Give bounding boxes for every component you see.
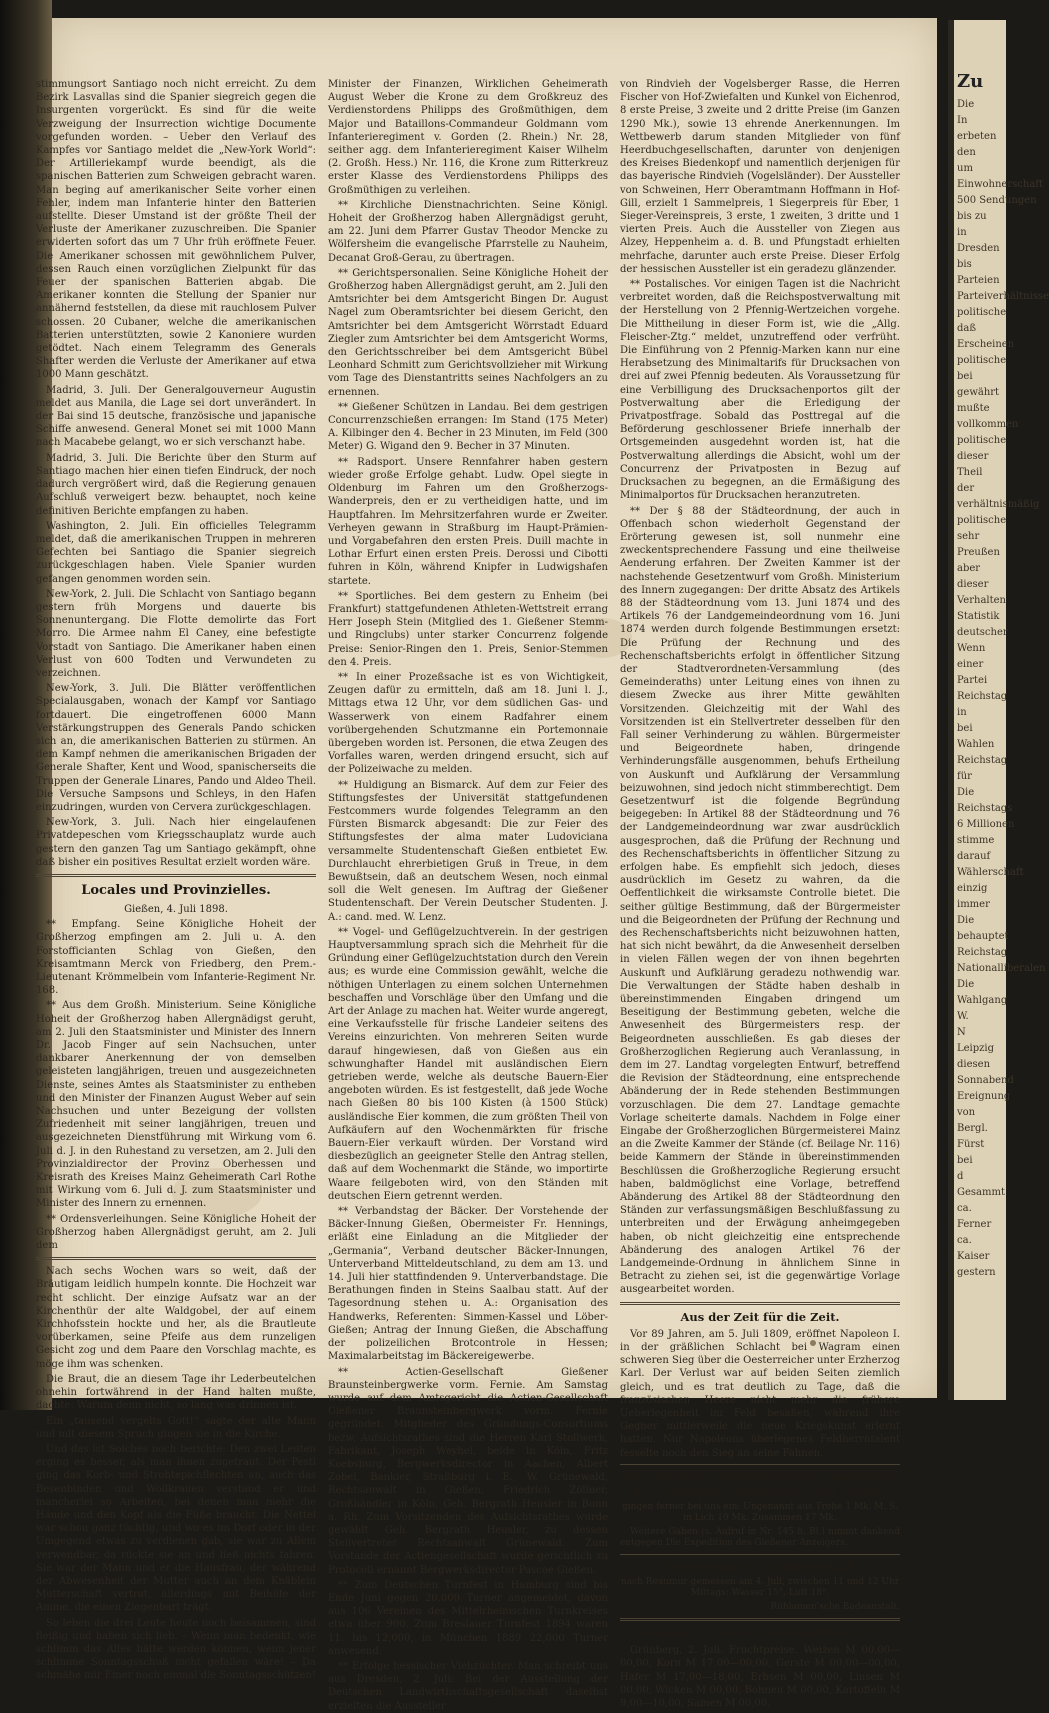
feuilleton-text: Und das ist Solches noch berichte: Den zwei Leuten erging es besser, als man ihnen zugetraut. Der Pestl ging das Korb- und Strohtepichflechten an, auch das Besenbinden und Wollkrauen verstand er und mancherlei so Arbeiten, bei denen man mehr die Hände und den Kopf als die Füße braucht. Die Nettel war schon ganz tüchtig, und wo es im Dorf oder in der Umgegend etwas zu verdienen gab, sie war zu Allem verwendbar, da rückte sie an und ließ nichts fahren. Sie war der Mann und er die Hausfrau, der während der Abwesenheit der Mutter auch an dem Knäblein Mutterschaft vertrat, allerdings mit Beihilfe der Amme, die einen Ziegenbart trägt.	[36, 1443, 316, 1614]
fragment-text: Sonnabend	[957, 1075, 1014, 1086]
fragment-text: bei	[957, 371, 973, 382]
article-text: ** Sportliches. Bei dem gestern zu Enheim (bei Frankfurt) stattgefundenen Athleten-Wettstreit errang Herr Joseph Stein (Mitglied des 1. Gießener Stemm- und Ringclubs) unter starker Concurrenz folgende Preise: Senior-Ringen den 1. Preis, Senior-Stemmen den 4. Preis.	[328, 590, 608, 668]
notice-text: nach Reaumur gemessen am 4. Juli, zwischen 11 und 12 Uhr Mittags: Wasser 15°, Luft 18°.	[620, 1576, 900, 1599]
fragment-text: ca.	[957, 1203, 972, 1214]
fragment-text: politische	[957, 307, 1007, 318]
article-text: ** Aus dem Großh. Ministerium. Seine Königliche Hoheit der Großherzog haben Allergnädigst geruht, am 2. Juli den Staatsminister und Minister des Innern Dr. Jacob Finger auf sein Nachsuchen, unter dankbarer Anerkennung der von demselben geleisteten langjährigen, treuen und ausgezeichneten Dienste, seines Amtes als Staatsminister zu entheben und den Minister der Finanzen August Weber auf sein Nachsuchen und unter Bezeigung der vollsten Zufriedenheit mit seiner langjährigen, treuen und ausgezeichneten Dienstführung mit Wirkung vom 6. Juli d. J. in den Ruhestand zu versetzen, am 2. Juli den Provinzialdirector der Provinz Oberhessen und Kreisrath des Kreises Mainz Geheimerath Carl Rothe mit Wirkung vom 6. Juli d. J. zum Staatsminister und Minister des Innern zu ernennen.	[36, 1000, 316, 1210]
fragment-text: aber	[957, 563, 981, 574]
fragment-text: Reichstag	[957, 691, 1008, 702]
fragment-text: von	[957, 1107, 976, 1118]
fragment-text: Reichstags	[957, 803, 1013, 814]
fragment-text: verhältnismäßig	[957, 499, 1040, 510]
fragment-text: politische	[957, 515, 1007, 526]
section-divider	[620, 1554, 900, 1555]
section-divider	[36, 1257, 316, 1260]
article-text: ** In einer Prozeßsache ist es von Wichtigkeit, Zeugen dafür zu ermitteln, daß am 18. Juni l. J., Mittags etwa 12 Uhr, vor dem südlichen Gas- und Wasserwerk von einem Radfahrer einem vorübergehenden Schutzmanne ein Portemonnaie übergeben worden ist. Personen, die etwa Zeugen des Vorfalles waren, werden dringend ersucht, sich auf der Polizeiwache zu melden.	[328, 671, 608, 776]
article-text: ** Ordensverleihungen. Seine Königliche Hoheit der Großherzog haben Allergnädigst geruht, am 2. Juli dem	[36, 1213, 316, 1252]
article-text: ** Vogel- und Geflügelzuchtverein. In der gestrigen Hauptversammlung sprach sich die Mehrheit für die Gründung einer Geflügelzuchtstation durch den Verein aus; es wurde eine Commission gewählt, welche die nöthigen Unterlagen zu einem solchen Unternehmen beschaffen und Vorschläge über den Umfang und die Art der Anlage zu machen hat. Weiter wurde angeregt, eine Verkaufsstelle für frische Landeier seitens des Vereins einzurichten. Von mehreren Seiten wurde darauf hingewiesen, daß von Gießen aus ein schwunghafter Handel mit ausländischen Eiern getrieben werde, welche als deutsche Bauern-Eier angeboten würden. Es ist festgestellt, daß jede Woche nach Gießen 80 bis 100 Kisten (à 1500 Stück) ausländische Eier kommen, die zum größten Theil von Aufkäufern auf den Wochenmärkten für frische Bauern-Eier verkauft würden. Der Vorstand wird diesbezüglich an geeigneter Stelle den Antrag stellen, daß auf dem Wochenmarkt die Stände, wo importirte Waare feilgeboten wird, von den Ständen mit deutschen Eiern getrennt werden.	[328, 926, 608, 1202]
notice-text: Rühlamen'sche Badeanstalt.	[770, 1601, 900, 1612]
fragment-text: mußte	[957, 403, 990, 414]
fragment-text: Gesammt	[957, 1187, 1005, 1198]
fragment-text: Dresden	[957, 243, 1000, 254]
feuilleton-text: So leben die drei Leute heute noch beisammen, sind fleißig und haben sich lieb. – Wenn man bedenkt, wie schlimm das Alles hätte werden können, wenn jener schlimme Sonntagsschuß nicht gefallen wäre! – Da schmähe mir Einer noch einmal die Sonntagsschützen!	[36, 1617, 316, 1682]
article-text: ** Verbandstag der Bäcker. Der Vorstehende der Bäcker-Innung Gießen, Obermeister Fr. Hennings, erläßt eine Einladung an die Mitglieder der „Germania“, Verband deutscher Bäcker-Innungen, Unterverband Mitteldeutschland, zu dem am 13. und 14. Juli hier stattfindenden 9. Unterverbandstage. Die Berathungen finden in Steins Saalbau statt. Auf der Tagesordnung stehen u. A.: Organisation des Handwerks, Referenten: Simmen-Kassel und Löber-Gießen; Antrag der Innung Gießen, die Abschaffung der polizeilichen Brotcontrole in Hessen; Maximalarbeitstag im Bäckereigewerbe.	[328, 1206, 608, 1363]
fragment-text: in	[957, 707, 967, 718]
column-3	[620, 78, 900, 1710]
article-text: ** Huldigung an Bismarck. Auf dem zur Feier des Stiftungsfestes der Universität stattgefundenen Festcommers wurde folgendes Telegramm an den Fürsten Bismarck abgesandt: Die zur Feier des Stiftungsfestes der alma mater Ludoviciana versammelte Studentenschaft Gießen entbietet Ew. Durchlaucht ehrerbietigen Gruß in Treue, in dem Bewußtsein, daß an deutschem Wesen, noch einmal soll die Welt genesen. Im Auftrag der Gießener Studentenschaft. Der Verein Deutscher Studenten. J. A.: cand. med. W. Lenz.	[328, 779, 608, 923]
section-divider	[36, 874, 316, 877]
fragment-text: um	[957, 163, 973, 174]
fragment-text: Parteien	[957, 275, 1000, 286]
fragment-text: gewährt	[957, 387, 1000, 398]
fragment-text: d	[957, 1171, 964, 1182]
fragment-text: Die	[957, 915, 975, 926]
notice-text: Weitere Gaben (s. Aufruf in Nr. 145 b. Bl.) nimmt dankend entgegen Die Expedition des Gießener Anzeigers.	[620, 1526, 900, 1549]
article-text: ** Gießener Schützen in Landau. Bei dem gestrigen Concurrenzschießen errangen: Im Stand (175 Meter) A. Kilbinger den 4. Becher in 23 Minuten, im Feld (300 Meter) G. Wigand den 9. Becher in 37 Minuten.	[328, 401, 608, 453]
section-divider	[620, 1464, 900, 1465]
fragment-text: Wahlen	[957, 739, 995, 750]
fragment-text: der	[957, 483, 975, 494]
fragment-text: bis	[957, 259, 972, 270]
fragment-text: Preußen	[957, 547, 1000, 558]
fragment-text: Kaiser	[957, 1251, 990, 1262]
notice-text: gingen ferner bei uns ein: Ungenannt aus Trohe 1 Mk. M. S. in Lich 10 Mk. Zusammen 17 Mk.	[622, 1501, 898, 1524]
fragment-text: einer	[957, 659, 984, 670]
fragment-text: Ferner	[957, 1219, 992, 1230]
section-heading: Verkehr, Land- und Volkswirthschaft.	[640, 1626, 880, 1641]
article-text: ** Postalisches. Vor einigen Tagen ist die Nachricht verbreitet worden, daß die Reichspostverwaltung mit der Herstellung von 2 Pfennig-Wertzeichen vorgehe. Die Mittheilung in dieser Form ist, wie die „Allg. Fleischer-Ztg.“ meldet, unzutreffend oder verfrüht. Die Einführung von 2 Pfennig-Marken kann nur eine Herabsetzung des Minimaltarifs für Drucksachen von drei auf zwei Pfennig bedeuten. Als Voraussetzung für eine Verbilligung des Drucksachenportos gilt der Postverwaltung aber die Erledigung der Privatpostfrage. Sobald das Posttregal auf die Beförderung geschlossener Briefe innerhalb der Ortsgemeinden ausgedehnt worden ist, hat die Postverwaltung allerdings die Absicht, wohl um der Concurrenz der Privatposten in Bezug auf Drucksachen zu begegnen, an die Ermäßigung des Minimalportos für Drucksachen heranzutreten.	[620, 279, 900, 502]
fragment-text: Zu	[957, 71, 984, 92]
fragment-text: Wenn	[957, 643, 986, 654]
section-divider	[620, 1618, 900, 1621]
fragment-text: Leipzig	[957, 1043, 995, 1054]
article-text: ** Zum Deutschen Turnfest in Hamburg sind bis Ende Juni gegen 20,000 Turner angemeldet, davon aus 106 Vereinen des Mittelrheinischen Turnkreises etwa über 900. Zum Breslauer Turnfest 1894 waren 11. bis 12,000, in München 1889 22,000 Turner anwesend.	[328, 1579, 608, 1657]
fragment-text: Bergl.	[957, 1123, 988, 1134]
fragment-text: politische	[957, 435, 1007, 446]
fragment-text: ca.	[957, 1235, 972, 1246]
fragment-text: daß	[957, 323, 977, 334]
article-text: von Rindvieh der Vogelsberger Rasse, die Herren Fischer von Hof-Zwiefalten und Kunkel von Eichenrod, 8 erste Preise, 3 zweite und 2 dritte Preise (im Ganzen 1290 Mk.), sowie 13 ehrende Anerkennungen. Im Wettbewerb darum standen Mitglieder von fünf Heerdbuchgesellschaften, darunter von denjenigen des Kreises Biedenkopf und namentlich derjenigen für das bayerische Rindvieh (Vogelsländer). Der Aussteller von Schweinen, Herr Oberamtmann Hoffmann in Hof-Gill, erzielt 1 Sammelpreis, 1 Siegerpreis für Eber, 1 Sieger-Vereinspreis, 3 erste, 1 zweiten, 3 dritte und 1 vierten Preis. Auch die Aussteller von Ziegen aus Alzey, Heppenheim a. d. B. und Pfungstadt erhielten mehrfache, darunter auch erste Preise. Dieser Erfolg der hessischen Aussteller ist ein geradezu glänzender.	[620, 79, 900, 275]
column-1	[36, 78, 316, 1682]
article-text: Madrid, 3. Juli. Die Berichte über den Sturm auf Santiago machen hier einen tiefen Eindruck, der noch dadurch vergrößert wird, daß die Regierung genauen Aufschluß verweigert bezw. behauptet, noch keine definitiven Berichte empfangen zu haben.	[36, 452, 316, 517]
fragment-text: gestern	[957, 1267, 996, 1278]
fragment-text: dieser	[957, 579, 989, 590]
fragment-text: den	[957, 147, 976, 158]
fragment-text: Parteiverhältnisse	[957, 291, 1049, 302]
feuilleton-text: Nach sechs Wochen wars so weit, daß der Bräutigam leidlich humpeln konnte. Die Hochzeit war recht schlicht. Der einzige Aufsatz war an der Kirchenthür der alte Waldgobel, der auf einem Kirchhofsstein hockte und her, als die Brautleute vorüberkamen, seine Pfeife aus dem runzeligen Gesicht zog und dem Paare den Vorschlag machte, es möge ihm was schenken.	[36, 1266, 316, 1370]
article-text: ** Erfolge hessischer Viehzüchter. Man schreibt uns aus Dresden, 2. Juli: Bei der Ausstellung der Deutschen Landwirthschaftsgesellschaft daselbst erzielten die Aussteller	[328, 1660, 608, 1712]
fragment-text: immer	[957, 899, 990, 910]
fragment-text: vollkommen	[957, 419, 1019, 430]
fragment-text: Wahlgang	[957, 995, 1008, 1006]
section-divider	[620, 1302, 900, 1305]
fragment-text: Einwohnerschaft	[957, 179, 1043, 190]
fragment-text: In	[957, 115, 968, 126]
adjacent-page-fragment	[948, 20, 1049, 1400]
section-heading: Locales und Provinzielles.	[81, 882, 271, 898]
fragment-text: Reichstag	[957, 947, 1008, 958]
fragment-text: Theil	[957, 467, 983, 478]
section-heading: Aus der Zeit für die Zeit.	[680, 1309, 840, 1324]
fragment-text: W.	[957, 1011, 969, 1022]
fragment-text: Statistik	[957, 611, 1000, 622]
fragment-text: für	[957, 771, 972, 782]
fragment-text: darauf	[957, 851, 991, 862]
fragment-text: Erscheinen	[957, 339, 1015, 350]
fragment-text: diesen	[957, 1059, 991, 1070]
fragment-text: 500 Sendungen	[957, 195, 1037, 206]
fragment-text: Wählerschaft	[957, 867, 1024, 878]
article-text: ** Empfang. Seine Königliche Hoheit der Großherzog empfingen am 2. Juli u. A. den Forstofficianten Schlag von Gießen, den Kreisamtmann Merck von Friedberg, den Prem.-Lieutenant Krömmelbein vom Infanterie-Regiment Nr. 168.	[36, 919, 316, 997]
fragment-text: Nationalliberalen	[957, 963, 1046, 974]
fragment-text: Partei	[957, 675, 988, 686]
fragment-text: Reichstag	[957, 755, 1008, 766]
article-text: ** Actien-Gesellschaft Gießener Braunsteinbergwerke vorm. Fernie. Am Samstag wurde auf dem Amtsgericht die Actien-Gesellschaft Gießener Braunsteinbergwerk vorm. Fernie gegründet. Mitglieder des Gründungs-Consortiums bezw. Aufsichtsrathes sind die Herren Karl Stollwerk, Fabrikant, Joseph Weyhel, beide in Köln, Fritz Koebsburg, Bergwerksdirector in Aachen, Albert Zobel, Bankier, Straßburg i. E., W. Grünewald, Rechtsanwalt in Gießen, Friedrich Zöllner, Großhändler in Köln, Geh. Bergrath Heusler in Bonn a. Rh. Zum Vorsitzenden des Aufsichtsrathes wurde gewählt Geh. Bergrath Heusler, zu dessen Stellvertreter Rechtsanwalt Grünewald. Zum Vorstande der Actiengesellschaft wurde gerichtlich zu Protocoll ernannt Bergwerksdirector Pascoe Gießen.	[328, 1366, 608, 1576]
fragment-text: erbeten	[957, 131, 997, 142]
feuilleton-text: Die Braut, die an diesem Tage ihr Lederbeutelchen ohnehin fortwährend in der Hand halten mußte, dachte: Warum denn nicht, so lang was drinnen ist.	[36, 1373, 316, 1412]
fragment-text: politische	[957, 355, 1007, 366]
article-text: Minister der Finanzen, Wirklichen Geheimerath August Weber die Krone zu dem Großkreuz des Verdienstordens Philipps des Großmüthigen, dem Major und Bataillons-Commandeur Goldmann vom Infanterieregiment v. Gorden (2. Rhein.) Nr. 28, seither agg. dem Infanterieregiment Kaiser Wilhelm (2. Großh. Hess.) Nr. 116, die Krone zum Ritterkreuz erster Klasse des Verdienstordens Philipps des Großmüthigen zu verleihen.	[328, 79, 608, 196]
fragment-text: sehr	[957, 531, 980, 542]
fragment-text: N	[957, 1027, 966, 1038]
column-2	[328, 78, 608, 1712]
article-text: Madrid, 3. Juli. Der Generalgouverneur Augustin meldet aus Manila, die Lage sei dort unverändert. In der Bai sind 15 deutsche, französische und japanische Schiffe anwesend. General Monet sei mit 1000 Mann nach Macabebe gelangt, wo er sich verschanzt habe.	[36, 384, 316, 449]
dateline: Gießen, 4. Juli 1898.	[124, 903, 228, 915]
article-text: Washington, 2. Juli. Ein officielles Telegramm meldet, daß die amerikanischen Truppen in mehreren Gefechten bei Santiago die Spanier siegreich zurückgeschlagen haben. Viele Spanier wurden gefangen genommen worden sein.	[36, 520, 316, 585]
article-text: ** Radsport. Unsere Rennfahrer haben gestern wieder große Erfolge gehabt. Ludw. Opel siegte in Oldenburg im Fahren um den Großherzogs-Wanderpreis, den er zu vertheidigen hatte, und im Hauptfahren. Im Mehrsitzerfahren wurde er Zweiter. Verheyen gewann in Straßburg im Haupt-Prämien- und Vorgabefahren den ersten Preis. Duill machte in Lothar Erfurt einen ersten Preis. Derossi und Cibotti fuhren in Köln, während Knipfer in Ludwigshafen startete.	[328, 456, 608, 587]
fragment-text: bis zu	[957, 211, 987, 222]
article-text: New-York, 2. Juli. Die Schlacht von Santiago begann gestern früh Morgens und dauerte bis Sonnenuntergang. Die Flotte demolirte das Fort Morro. Die Armee nahm El Caney, eine befestigte Vorstadt von Santiago. Die Amerikaner haben einen Verlust von 600 Todten und Verwundeten zu verzeichnen.	[36, 588, 316, 679]
article-text: ** Kirchliche Dienstnachrichten. Seine Königl. Hoheit der Großherzog haben Allergnädigst geruht, am 22. Juni dem Pfarrer Gustav Theodor Mencke zu Wölfersheim die evangelische Pfarrstelle zu Nauheim, Decanat Groß-Gerau, zu übertragen.	[328, 199, 608, 264]
fragment-text: bei	[957, 1155, 973, 1166]
article-text: Vor 89 Jahren, am 5. Juli 1809, eröffnet Napoleon I. in der gräßlichen Schlacht bei Wagram einen schweren Sieg über die Oesterreicher unter Erzherzog Karl. Der Verlust war auf beiden Seiten ziemlich gleich, und es trat deutlich zu Tage, daß die französischen Heere nicht mehr die frühere Ueberlegenheit im Feld besaßen, während ihre Gegner mittlerweile die neue Kriegskunst erlernt hatten. Nur Napoleons überlegenes Feldherrntalent fesselte noch den Sieg an seine Fahnen.	[620, 1328, 900, 1459]
fragment-text: stimme	[957, 835, 995, 846]
article-text: ** Der § 88 der Städteordnung, der auch in Offenbach schon wiederholt Gegenstand der Erörterung gewesen ist, soll nunmehr eine zweckentsprechendere Fassung und eine theilweise Aenderung erfahren. Der Zweiten Kammer ist der nachstehende Gesetzentwurf vom Großh. Ministerium des Innern zugegangen: Der dritte Absatz des Artikels 88 der Städteordnung vom 13. Juni 1874 und des Artikels 76 der Landgemeindeordnung vom 16. Juni 1874 werden durch folgende Bestimmungen ersetzt: Die Prüfung der Rechnung und des Rechenschaftsberichts erfolgt in öffentlicher Sitzung der Stadtverordneten-Versammlung (des Gemeinderaths) unter Leitung eines von ihnen zu diesem Zwecke aus ihrer Mitte gewählten Vorsitzenden. Gleichzeitig mit der Wahl des Vorsitzenden ist ein Stellvertreter desselben für den Fall seiner Verhinderung zu wählen. Bürgermeister und Beigeordnete haben, dringende Verhinderungsfälle ausgenommen, behufs Ertheilung von Auskunft und Aufklärung der Versammlung beizuwohnen, sind jedoch nicht stimmberechtigt. Dem Gesetzentwurf ist die folgende Begründung beigegeben: In Artikel 88 der Städteordnung und 76 der Landgemeindeordnung war zwar ausdrücklich ausgesprochen, daß die Prüfung der Rechnung und des Rechenschaftsberichts in öffentlicher Sitzung zu erfolgen habe. Es empfiehlt sich jedoch, dieses ausdrücklich im Gesetz zu wahren, da die Oeffentlichkeit die wirksamste Controlle bietet. Die seither gültige Bestimmung, daß der Bürgermeister und die Beigeordneten der Prüfung der Rechnung und des Rechenschaftsberichts nicht beizuwohnen hatten, hat sich nicht bewährt, da die Anwesenheit derselben in vielen Fällen wegen der von ihnen begehrten Auskunft und Aufklärung geradezu nothwendig war. Die Verwaltungen der Städte haben deshalb in übereinstimmenden Eingaben dringend um Beseitigung der Bestimmung gebeten, welche die Anwesenheit des Bürgermeisters resp. der Beigeordneten ausschließen. Es gab dieses der Großherzoglichen Regierung auch Veranlassung, in dem im 27. Landtag vorgelegten Entwurf, betreffend die Revision der Städteordnung, eine entsprechende Abänderung der in Rede stehenden Bestimmungen vorzuschlagen. Die dem 27. Landtage gemachte Vorlage scheiterte damals. Nachdem in Folge einer Eingabe der Großherzoglichen Bürgermeisterei Mainz an die Zweite Kammer der Stände (cf. Beilage Nr. 116) beide Kammern der Stände in übereinstimmenden Beschlüssen die Großherzogliche Regierung ersucht haben, baldmöglichst eine Vorlage, betreffend Abänderung des Artikel 88 der Städteordnung den Ständen zur verfassungsmäßigen Beschlußfassung zu unterbreiten und der Erwägung anheimgegeben haben, ob nicht gleichzeitig eine entsprechende Abänderung des analogen Artikel 76 der Landgemeinde-Ordnung in ähnlichem Sinne in Betracht zu ziehen sei, ist die gegenwärtige Vorlage ausgearbeitet worden.	[620, 505, 900, 1296]
fragment-text: Fürst	[957, 1139, 985, 1150]
fragment-text: dieser	[957, 451, 989, 462]
fragment-text: Die	[957, 979, 975, 990]
fragment-text: behauptet	[957, 931, 1009, 942]
fragment-text: bei	[957, 723, 973, 734]
notice-heading: Für die durch Wolkenbruch Geschädigten des südlichen Odenwaldes (bei Erbach)	[625, 1468, 895, 1498]
article-text: New-York, 3. Juli. Nach hier eingelaufenen Privatdepeschen vom Kriegsschauplatz wurde auch gestern den ganzen Tag um Santiago gekämpft, ohne daß bisher ein positives Resultat erzielt worden wäre.	[36, 817, 316, 868]
fragment-text: in	[957, 227, 967, 238]
article-text: stimmungsort Santiago noch nicht erreicht. Zu dem Bezirk Lasvallas sind die Spanier siegreich gegen die Insurgenten vorgerückt. Es sind für die weite Verzweigung der Insurrection wichtige Documente vorgefunden worden. – Ueber den Verlauf des Kampfes vor Santiago meldet die „New-York World“: Der Artilleriekampf wurde beendigt, als die spanischen Batterien zum Schweigen gebracht waren. Man beging auf amerikanischer Seite vorher einen Fehler, indem man Infanterie hinter den Batterien aufstellte. Dieser Umstand ist der größte Theil der Verluste der Amerikaner zuzuschreiben. Die Spanier erwiderten sofort das um 7 Uhr früh eröffnete Feuer. Die Amerikaner schossen mit gewöhnlichem Pulver, dessen Rauch einen vorzüglichen Zielpunkt für das Feuer der spanischen Batterien abgab. Die Amerikaner konnten die Stellung der Spanier nur annähernd feststellen, da diese mit rauchlosem Pulver schossen. 20 Cubaner, welche die amerikanischen Batterien unterstützten, sowie 2 Kanoniere wurden getödtet. Nach einem Telegramm des Generals Shafter werden die Verluste der Amerikaner auf etwa 1000 Mann geschätzt.	[36, 79, 316, 381]
article-text: Grünberg, 2. Juli. Fruchtpreise. Weizen M 00,00—00,00, Korn M 17,00—00,00, Gerste M 00,00—00,00, Hafer M 17,00—18,00, Erbsen M 00,00, Linsen M 00,00, Wicken M 00,00, Bohnen M 00,00, Kartoffeln M 9,00—10,00, Samen M 00,00.	[620, 1645, 900, 1710]
feuilleton-text: Ein „tausend vergelts Gott!“ sagte der alte Mann und mit diesem Spruch gingen sie in die Kirche.	[36, 1415, 316, 1440]
fragment-text: Die	[957, 99, 975, 110]
notice-heading: Temperatur der Lahn und Luft	[661, 1558, 859, 1573]
fragment-text: Ereignung	[957, 1091, 1011, 1102]
fragment-text: Die	[957, 787, 975, 798]
fragment-text: Verhalten	[957, 595, 1006, 606]
fragment-text: einzig	[957, 883, 988, 894]
article-text: New-York, 3. Juli. Die Blätter veröffentlichen Specialausgaben, wonach der Kampf vor Santiago fortdauert. Die eingetroffenen 6000 Mann Verstärkungstruppen des Generals Pando schicken sich an, die amerikanischen Batterien zu stürmen. An dem Kampf nehmen die amerikanischen Brigaden der Generale Shafter, Kent und Wood, spanischerseits die Truppen der Generale Linares, Pando und Aldeo Theil. Die Versuche Sampsons und Schleys, in den Hafen einzudringen, wurden von Cervera zurückgeschlagen.	[36, 683, 316, 813]
fragment-text: 6 Millionen	[957, 819, 1015, 830]
fragment-text: deutscher	[957, 627, 1008, 638]
article-text: ** Gerichtspersonalien. Seine Königliche Hoheit der Großherzog haben Allergnädigst geruht, am 2. Juli den Amtsrichter bei dem Amtsgericht Bingen Dr. August Nagel zum Oberamtsrichter bei diesem Gericht, den Amtsrichter bei dem Amtsgericht Wörrstadt Eduard Ziegler zum Amtsrichter bei dem Amtsgericht Worms, den Gerichtsschreiber bei dem Amtsgericht Bübel Leonhard Schmitt zum Gerichtsvollzieher mit Wirkung vom Tage des Dienstantritts seines Nachfolgers an zu ernennen.	[328, 267, 608, 398]
